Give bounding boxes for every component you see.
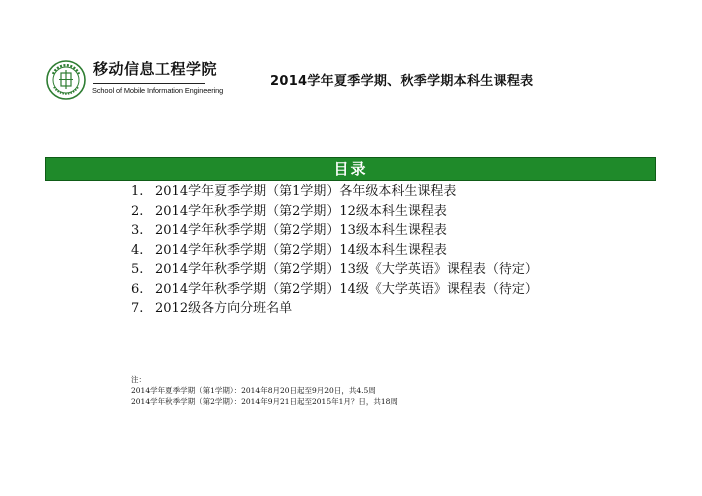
toc-item-text: 2014学年夏季学期（第1学期）各年级本科生课程表 xyxy=(155,184,457,199)
toc-item-number: 4. xyxy=(131,242,144,258)
document-title: 2014学年夏季学期、秋季学期本科生课程表 xyxy=(270,74,534,89)
toc-item[interactable] xyxy=(131,280,538,300)
toc-list xyxy=(131,182,538,319)
school-name-chinese: 移动信息工程学院 xyxy=(93,60,218,78)
university-seal-icon xyxy=(46,60,86,100)
toc-item-number: 1. xyxy=(131,184,144,199)
toc-item-text: 2012级各方向分班名单 xyxy=(155,301,293,316)
toc-item[interactable] xyxy=(131,182,538,202)
toc-item[interactable] xyxy=(131,202,538,222)
toc-item[interactable] xyxy=(131,241,538,261)
toc-item-number: 7. xyxy=(131,301,144,316)
toc-item-text: 2014学年秋季学期（第2学期）12级本科生课程表 xyxy=(155,203,447,219)
notes xyxy=(131,374,398,407)
school-name-english: School of Mobile Information Engineering xyxy=(92,86,224,95)
toc-item-text: 2014学年秋季学期（第2学期）13级《大学英语》课程表（待定） xyxy=(155,262,538,277)
toc-heading: 目录 xyxy=(45,157,656,181)
toc-item-text: 2014学年秋季学期（第2学期）14级本科生课程表 xyxy=(155,242,447,258)
toc-item-number: 6. xyxy=(131,281,144,297)
school-logo xyxy=(46,56,224,106)
toc-item-number: 5. xyxy=(131,262,144,277)
toc-item-number: 3. xyxy=(131,223,144,238)
toc-item[interactable] xyxy=(131,260,538,280)
logo-divider xyxy=(93,83,205,84)
note-line: 2014学年秋季学期（第2学期）：2014年9月21日起至2015年1月？日，共18周 xyxy=(131,397,398,406)
toc-item-text: 2014学年秋季学期（第2学期）14级《大学英语》课程表（待定） xyxy=(155,281,538,297)
toc-item[interactable] xyxy=(131,299,538,319)
note-label: 注： xyxy=(131,375,146,384)
toc-item-text: 2014学年秋季学期（第2学期）13级本科生课程表 xyxy=(155,223,447,238)
note-line: 2014学年夏季学期（第1学期）：2014年8月20日起至9月20日，共4.5周 xyxy=(131,386,376,395)
toc-item-number: 2. xyxy=(131,203,144,219)
toc-item[interactable] xyxy=(131,221,538,241)
